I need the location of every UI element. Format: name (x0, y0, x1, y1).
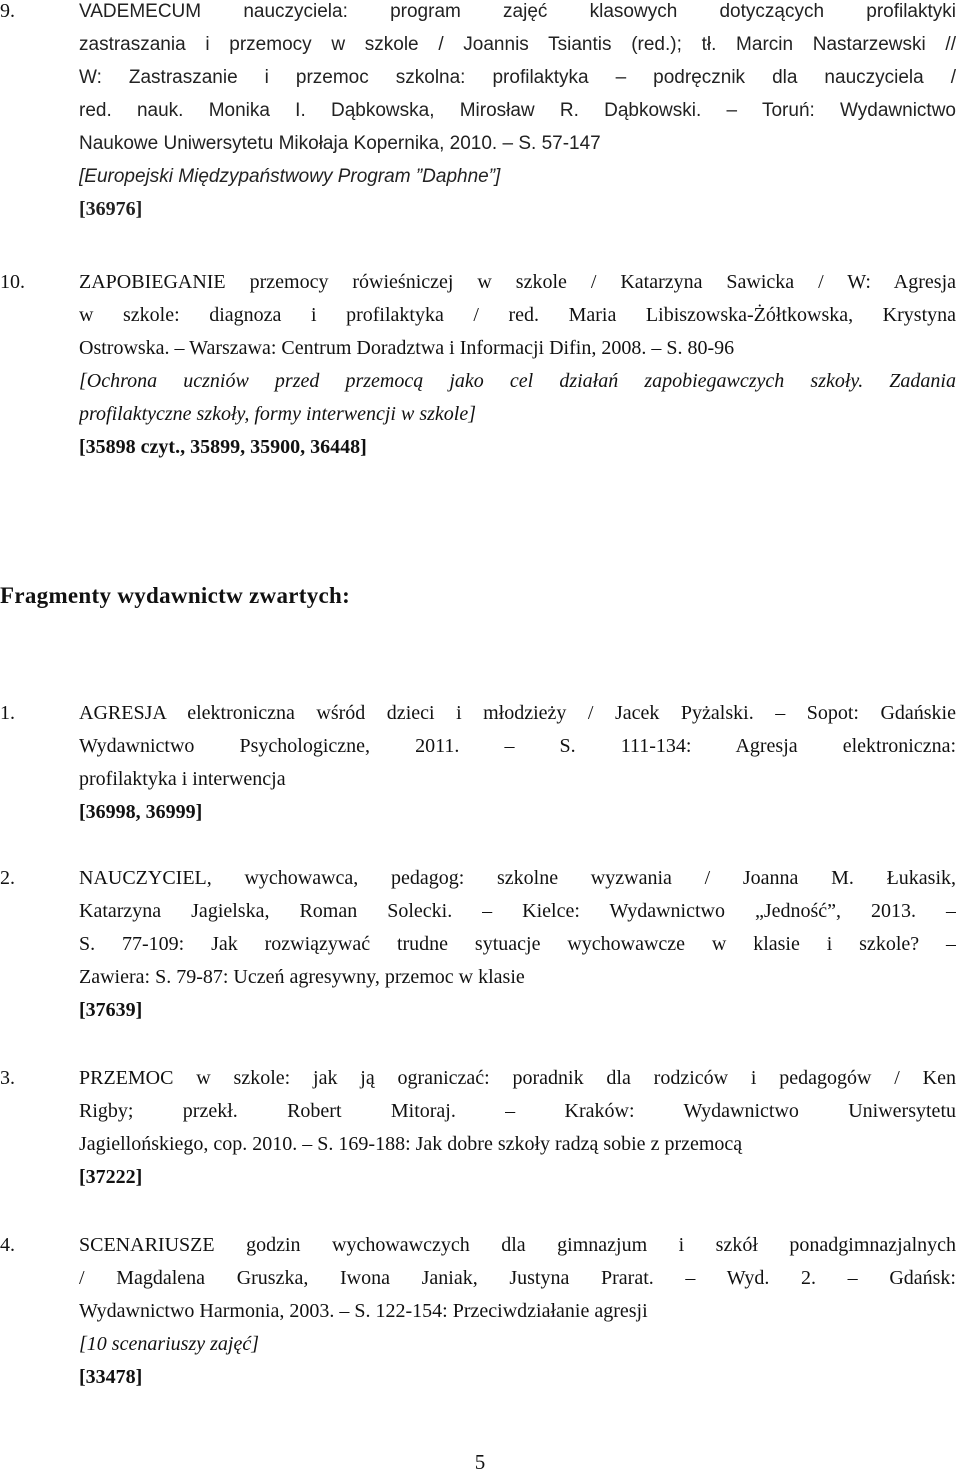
entry-number: 2. (0, 867, 15, 889)
entry-line: Naukowe Uniwersytetu Mikołaja Kopernika, 2010. – S. 57-147 (79, 133, 601, 154)
page-number: 5 (474, 1450, 486, 1474)
entry-line: Katarzyna Jagielska, Roman Solecki. – Kielce: Wydawnictwo „Jedność”, 2013. – (79, 900, 956, 922)
entry-text (79, 0, 956, 226)
entry-line: / Magdalena Gruszka, Iwona Janiak, Justyna Prarat. – Wyd. 2. – Gdańsk: (79, 1267, 956, 1289)
entry-signature: [37222] (79, 1166, 143, 1188)
entry-signature: [37639] (79, 999, 143, 1021)
entry-line: Jagiellońskiego, cop. 2010. – S. 169-188: Jak dobre szkoły radzą sobie z przemocą (79, 1133, 743, 1155)
entry-signature: [36998, 36999] (79, 801, 203, 823)
entry-line: zastraszania i przemocy w szkole / Joannis Tsiantis (red.); tł. Marcin Nastarzewski // (79, 34, 956, 55)
entry-text (79, 1229, 956, 1394)
entry-number: 10. (0, 271, 25, 293)
entry-line: S. 77-109: Jak rozwiązywać trudne sytuacje wychowawcze w klasie i szkole? – (79, 933, 956, 955)
entry-line: ZAPOBIEGANIE przemocy rówieśniczej w szkole / Katarzyna Sawicka / W: Agresja (79, 271, 956, 293)
entry-number: 9. (0, 0, 15, 22)
entry-number: 4. (0, 1234, 15, 1256)
entry-note: [Europejski Międzypaństwowy Program ”Daphne”] (79, 166, 501, 187)
entry-line: SCENARIUSZE godzin wychowawczych dla gimnazjum i szkół ponadgimnazjalnych (79, 1234, 956, 1256)
entry-line: NAUCZYCIEL, wychowawca, pedagog: szkolne wyzwania / Joanna M. Łukasik, (79, 867, 956, 889)
entry-line: red. nauk. Monika I. Dąbkowska, Mirosław R. Dąbkowski. – Toruń: Wydawnictwo (79, 100, 956, 121)
entry-signature: [35898 czyt., 35899, 35900, 36448] (79, 436, 367, 458)
entry-line: Zawiera: S. 79-87: Uczeń agresywny, przemoc w klasie (79, 966, 525, 988)
entry-text (79, 697, 956, 829)
entry-line: AGRESJA elektroniczna wśród dzieci i młodzieży / Jacek Pyżalski. – Sopot: Gdańskie (79, 702, 956, 724)
entry-line: Wydawnictwo Harmonia, 2003. – S. 122-154: Przeciwdziałanie agresji (79, 1300, 648, 1322)
entry-line: profilaktyka i interwencja (79, 768, 286, 790)
entry-number: 3. (0, 1067, 15, 1089)
entry-line: w szkole: diagnoza i profilaktyka / red. Maria Libiszowska-Żółtkowska, Krystyna (79, 304, 956, 326)
entry-line: Rigby; przekł. Robert Mitoraj. – Kraków: Wydawnictwo Uniwersytetu (79, 1100, 956, 1122)
entry-number: 1. (0, 702, 15, 724)
entry-text (79, 1062, 956, 1194)
entry-line: PRZEMOC w szkole: jak ją ograniczać: poradnik dla rodziców i pedagogów / Ken (79, 1067, 956, 1089)
entry-line: Wydawnictwo Psychologiczne, 2011. – S. 111-134: Agresja elektroniczna: (79, 735, 956, 757)
entry-note-line: profilaktyczne szkoły, formy interwencji w szkole] (79, 403, 476, 425)
entry-line: VADEMECUM nauczyciela: program zajęć klasowych dotyczących profilaktyki (79, 1, 956, 22)
entry-line: W: Zastraszanie i przemoc szkolna: profilaktyka – podręcznik dla nauczyciela / (79, 67, 956, 88)
entry-signature: [33478] (79, 1366, 143, 1388)
entry-line: Ostrowska. – Warszawa: Centrum Doradztwa i Informacji Difin, 2008. – S. 80-96 (79, 337, 735, 359)
entry-text (79, 266, 956, 464)
section-heading: Fragmenty wydawnictw zwartych: (0, 583, 351, 608)
entry-signature: [36976] (79, 198, 143, 220)
entry-note-line: [Ochrona uczniów przed przemocą jako cel działań zapobiegawczych szkoły. Zadania (79, 370, 956, 392)
entry-note: [10 scenariuszy zajęć] (79, 1333, 259, 1355)
entry-text (79, 862, 956, 1027)
